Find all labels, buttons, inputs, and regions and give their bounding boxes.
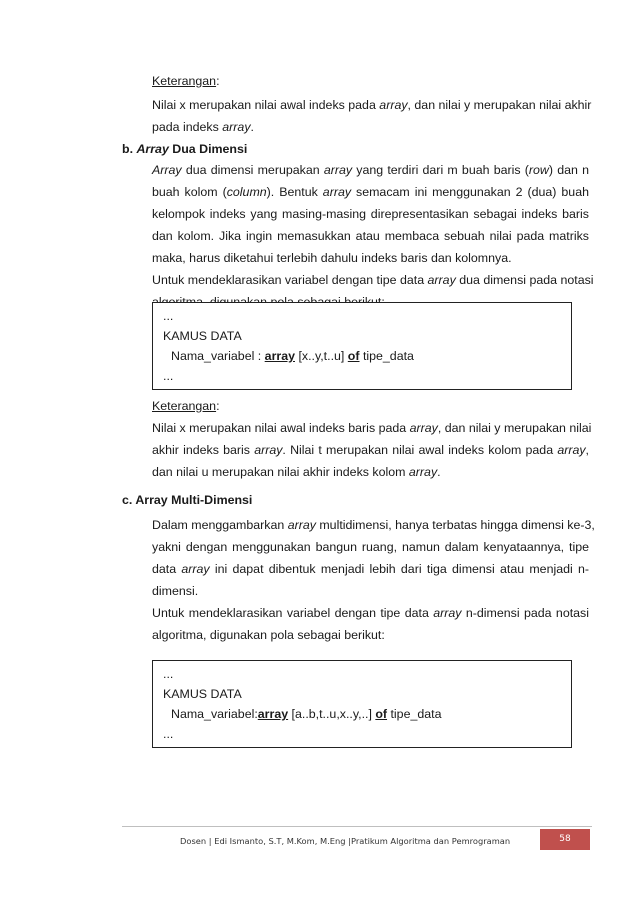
code-dots-top: ... [163, 309, 174, 323]
code-declaration: Nama_variabel:array [a..b,t..u,x..y,..] of tipe_data [171, 707, 442, 721]
section-b-p1-line-5: maka, harus diketahui terlebih dahulu indeks baris dan kolomnya. [152, 251, 512, 265]
section-c-p1-line-4: dimensi. [152, 584, 199, 598]
code-declaration: Nama_variabel : array [x..y,t..u] of tipe_data [171, 349, 414, 363]
footer-divider [122, 826, 592, 827]
section-c-p1-line-3: data array ini dapat dibentuk menjadi lebih dari tiga dimensi atau menjadi n- [152, 562, 590, 576]
code-kamus-data: KAMUS DATA [163, 329, 242, 343]
code-dots-top: ... [163, 667, 174, 681]
code-dots-bottom: ... [163, 369, 174, 383]
keterangan-b-line-1: Nilai x merupakan nilai awal indeks baris pada array, dan nilai y merupakan nilai [152, 421, 592, 435]
section-c-p1-line-2: yakni dengan menggunakan bangun ruang, namun dalam kenyataannya, tipe [152, 540, 589, 554]
section-c-heading: c. Array Multi-Dimensi [122, 493, 253, 507]
section-b-p2-line-1: Untuk mendeklarasikan variabel dengan tipe data array dua dimensi pada notasi [152, 273, 594, 287]
keterangan-a-label: Keterangan: [152, 74, 220, 88]
section-b-heading: b. Array Dua Dimensi [122, 142, 248, 156]
section-b-p1-line-3: kelompok indeks yang masing-masing direpresentasikan sebagai indeks baris [152, 207, 589, 221]
section-c-p1-line-1: Dalam menggambarkan array multidimensi, hanya terbatas hingga dimensi ke-3, [152, 518, 595, 532]
code-dots-bottom: ... [163, 727, 174, 741]
section-b-p1-line-1: Array dua dimensi merupakan array yang terdiri dari m buah baris (row) dan n [152, 163, 589, 177]
keterangan-b-line-3: dan nilai u merupakan nilai akhir indeks kolom array. [152, 465, 441, 479]
keterangan-a-line-2: pada indeks array. [152, 120, 254, 134]
section-c-p2-line-1: Untuk mendeklarasikan variabel dengan tipe data array n-dimensi pada notasi [152, 606, 589, 620]
keterangan-b-line-2: akhir indeks baris array. Nilai t merupakan nilai awal indeks kolom pada array, [152, 443, 589, 457]
code-box-nd [152, 660, 572, 748]
code-box-2d [152, 302, 572, 390]
section-c-p2-line-2: algoritma, digunakan pola sebagai berikut: [152, 628, 385, 642]
section-b-p1-line-2: buah kolom (column). Bentuk array semacam ini menggunakan 2 (dua) buah [152, 185, 589, 199]
code-kamus-data: KAMUS DATA [163, 687, 242, 701]
footer-text: Dosen | Edi Ismanto, S.T, M.Kom, M.Eng |Pratikum Algoritma dan Pemrograman [180, 836, 511, 846]
keterangan-a-line-1: Nilai x merupakan nilai awal indeks pada array, dan nilai y merupakan nilai akhir [152, 98, 592, 112]
keterangan-b-label: Keterangan: [152, 399, 220, 413]
section-b-p1-line-4: dan kolom. Jika ingin memasukkan atau membaca sebuah nilai pada matriks [152, 229, 589, 243]
page-number: 58 [540, 829, 590, 850]
